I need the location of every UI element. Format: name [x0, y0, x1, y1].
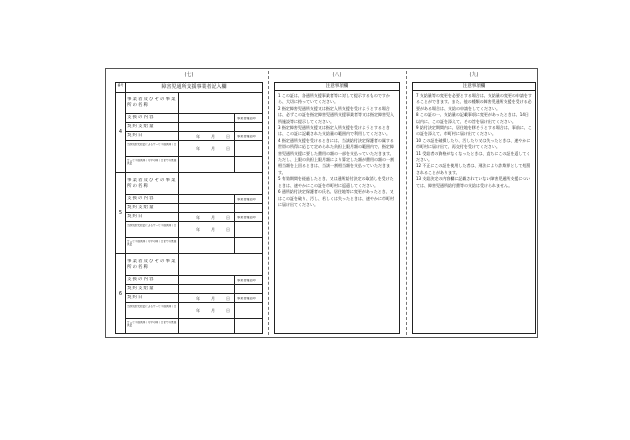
end-date-row: 当該契約支給量によるサービス提供終了日 年 月 日	[126, 303, 262, 319]
contract-date-label: 契約日	[127, 295, 144, 300]
service-label: 支援の内容	[127, 115, 155, 120]
remaining-row	[126, 157, 262, 172]
entry-index: 4	[116, 92, 126, 172]
notes-body	[275, 91, 399, 208]
remaining-row	[126, 238, 262, 253]
confirm-stamp-label: 事業者確認印	[237, 198, 257, 201]
remaining-row	[126, 319, 262, 334]
column-heading-seven: (七)	[184, 72, 194, 78]
note-item: 11 受給者の資格がなくなったときは、直ちにこの証を返してください。	[416, 150, 531, 163]
entry-block	[116, 173, 262, 254]
note-item: 4 指定通所支援を受けるときには、当該給付決定保護者の属する世帯の所得に応じて定められた負担上限月額の範囲内で、指定障害児通所支援に要した費用の額の一部を支払っていただきます。ただし、上限の負担上限月額により算定した額が費用の額の一割相当額を上回るときは、当該一割相当額を支払っていただきます。	[278, 137, 394, 175]
fold-line-2	[406, 71, 407, 335]
service-label: 支援の内容	[127, 277, 155, 282]
contract-date-row: 契約日 年 月 日 事業者確認印	[126, 213, 262, 222]
certificate-sheet	[105, 68, 538, 338]
contract-label: 契約支給量	[127, 124, 155, 129]
contract-date-row: 契約日 年 月 日 事業者確認印	[126, 294, 262, 303]
end-date-row: 当該契約支給量によるサービス提供終了日 年 月 日	[126, 222, 262, 238]
entry-block	[116, 254, 262, 335]
note-item: 2 指定障害児通所支援又は指定入所支援を受けようとする場合は、必ずこの証を指定障害児通所支援事業者等又は指定障害児入所施設等に提示してください。	[278, 105, 394, 124]
note-item: 9 給付決定期間内に、居住地を移そうとする場合は、事前に、この証を添えて、市町村に届け出てください。	[416, 125, 532, 137]
contract-row	[126, 204, 262, 213]
end-date-label: 当該契約支給量によるサービス提供終了日	[127, 143, 177, 146]
facility-row	[126, 254, 262, 276]
note-item: 12 不正にこの証を使用した者は、刑法により詐欺罪として処罰されることがあります。	[416, 163, 531, 175]
facility-row	[126, 173, 262, 195]
contract-date-row: 契約日 年 月 日 事業者確認印	[126, 132, 262, 141]
contract-row	[126, 285, 262, 294]
number-header: 番号	[116, 83, 126, 92]
note-item: 10 この証を破損したり、汚したり又は失ったときは、速やかに市町村に届け出て、再交付を受けてください。	[416, 137, 531, 150]
remaining-label: サービス提供終了月中の終了日までの既提供量	[127, 240, 177, 247]
entry-block	[116, 92, 262, 173]
contract-date-label: 契約日	[127, 133, 144, 138]
note-item: 13 支給決定の内容欄に記載されていない障害児通所支援については、障害児通所給付費等の支給は受けられません。	[416, 176, 531, 188]
fold-line-1	[268, 71, 269, 335]
service-row	[126, 195, 262, 204]
entry-index: 6	[116, 254, 126, 334]
notes-panel-nine	[412, 82, 536, 334]
facility-label: 事業者及びその事業所の名称	[127, 178, 177, 189]
confirm-stamp-label: 事業者確認印	[237, 216, 257, 219]
contract-label: 契約支給量	[127, 205, 155, 210]
confirm-stamp-label: 事業者確認印	[237, 135, 257, 138]
confirm-stamp-label: 事業者確認印	[237, 279, 257, 282]
contract-date-label: 契約日	[127, 214, 144, 219]
provider-entry-table	[115, 82, 263, 334]
notes-panel-eight	[274, 82, 400, 334]
end-date-label: 当該契約支給量によるサービス提供終了日	[127, 305, 177, 308]
contract-label: 契約支給量	[127, 286, 155, 291]
notes-body	[413, 91, 535, 189]
end-date-label: 当該契約支給量によるサービス提供終了日	[127, 224, 177, 227]
service-row	[126, 114, 262, 123]
remaining-label: サービス提供終了月中の終了日までの既提供量	[127, 159, 177, 166]
entry-index: 5	[116, 173, 126, 253]
service-label: 支援の内容	[127, 196, 155, 201]
notes-title: 注意事項欄	[275, 83, 399, 91]
end-date-row: 当該契約支給量によるサービス提供終了日 年 月 日	[126, 141, 262, 157]
note-item: 7 支給量等の変更を必要とする場合は、支給量の変更の申請をすることができます。また、他の種類の障害児通所支援を受ける必要がある場合は、支給の申請をしてください。	[416, 93, 532, 111]
table-title: 障害児通所支援事業者記入欄	[161, 84, 227, 90]
service-row	[126, 276, 262, 285]
note-item: 6 通所給付決定保護者の氏名、居住地等に変更があったとき、又はこの証を破り、汚し、若しくは失ったときは、速やかに市町村に届け出てください。	[278, 189, 394, 207]
note-item: 3 指定障害児通所支援又は指定入所支援を受けようとするときは、この証に記載された支給量の範囲内で利用してください。	[278, 125, 390, 137]
facility-row	[126, 92, 262, 114]
facility-label: 事業者及びその事業所の名称	[127, 259, 177, 270]
notes-title: 注意事項欄	[413, 83, 535, 91]
column-heading-eight: (八)	[332, 72, 342, 78]
contract-row	[126, 123, 262, 132]
note-item: 1 この証は、各通所支援事業者等に対して提示するものですから、大切に持っていてください。	[278, 93, 390, 105]
confirm-stamp-label: 事業者確認印	[237, 117, 257, 120]
confirm-stamp-label: 事業者確認印	[237, 297, 257, 300]
note-item: 8 この証の一、支給量の記載事項に変更があったときは、14日以内に、この証を添えて、その旨を届け出てください。	[416, 112, 529, 124]
remaining-label: サービス提供終了月中の終了日までの既提供量	[127, 321, 177, 328]
column-heading-nine: (九)	[469, 72, 479, 78]
note-item: 5 有効期間を経過したとき、又は通所給付決定の取消しを受けたときは、速やかにこの証を市町村に返還してください。	[278, 176, 394, 188]
facility-label: 事業者及びその事業所の名称	[127, 97, 177, 108]
